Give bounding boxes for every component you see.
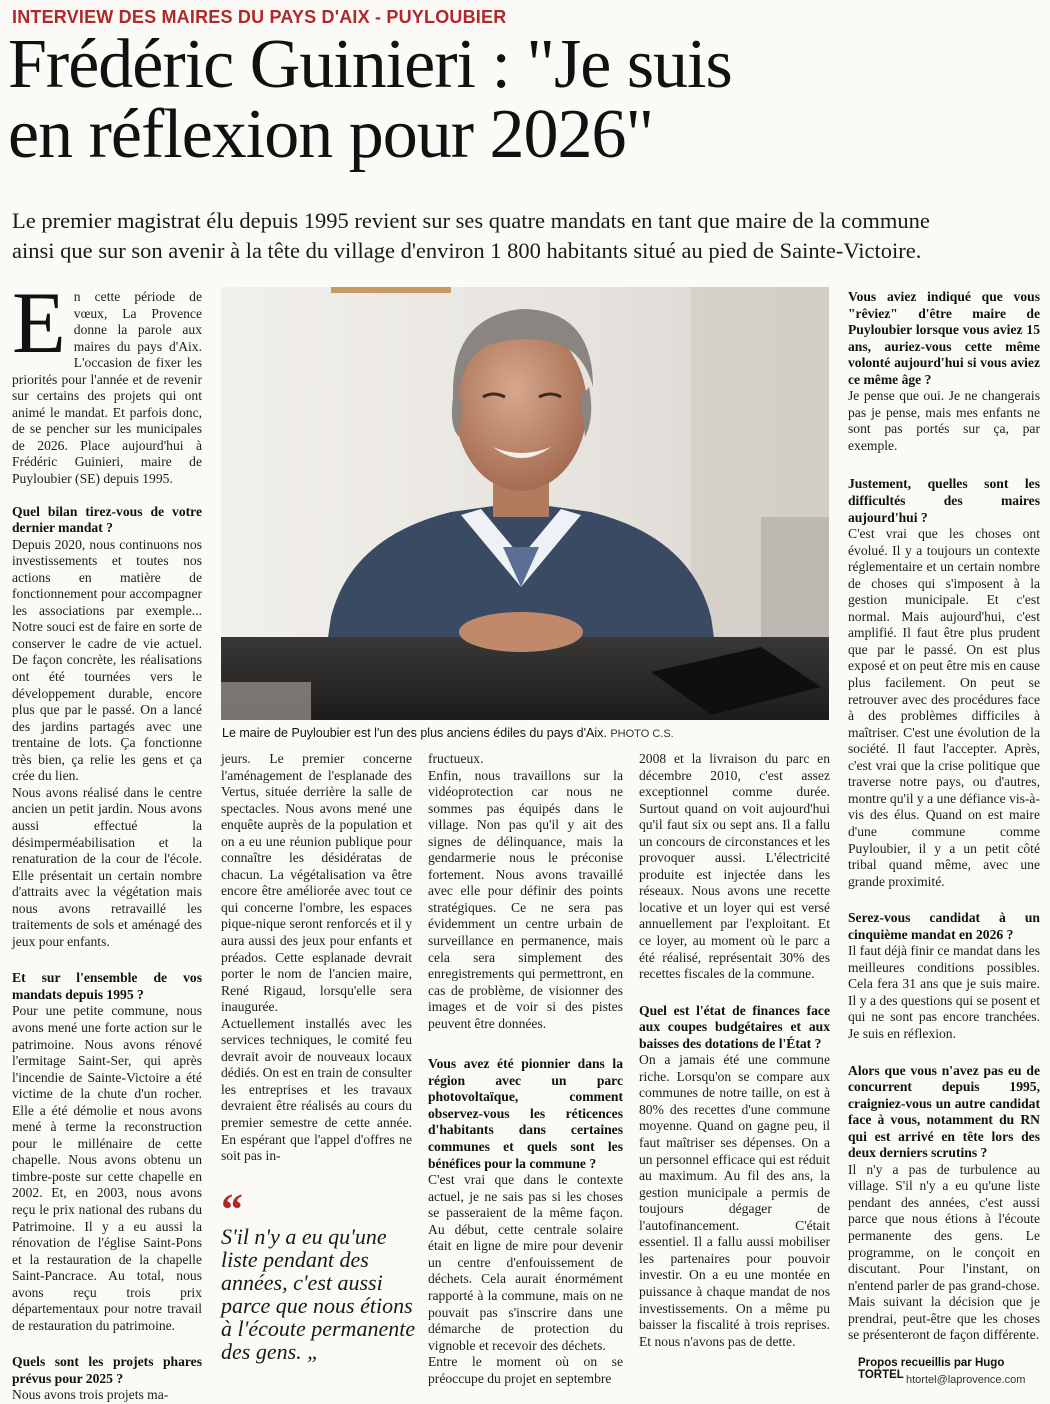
- answer-paragraph: On a jamais été une commune riche. Lorsqu'on se compare aux communes de notre taille, on est à 80% des recettes d'une commune moyenne. Quand on gagne peu, il faut maîtriser ses dépenses. On a un personnel efficace qui est réduit au maximum. Au fil des ans, la gestion municipale a permis de toujours dégager de l'autofinancement. C'était essentiel. Il a fallu aussi mobiliser les partenaires pour pouvoir investir. On a eu une montée en puissance à chaque mandat de nos investissements. On a même pu baisser la fiscalité à trois reprises. Et nous n'avons pas de dette.: [639, 1052, 830, 1349]
- answer-paragraph: Depuis 2020, nous continuons nos investissements et toutes nos actions en matière de fonctionnement pour accompagner les associations par exemple... Notre souci est de faire en sorte de conserver le cadre de vie actuel. De façon concrète, les réalisations ont été tournées vers le développement durable, encore plus que par le passé. On a lancé des jardins partagés avec une trentaine de lots. Ça fonctionne très bien, ça relie les gens et ça crée du lien.: [12, 536, 202, 784]
- column-2: [221, 751, 412, 1165]
- answer-paragraph: Actuellement installés avec les services techniques, le comité feu devrait avoir de nouveaux locaux dédiés. On est en train de consulter les entreprises et les travaux devraient être réalisés au cours du premier semestre de cette année. En espérant que l'appel d'offres ne soit pas in-: [221, 1015, 412, 1164]
- mayor-portrait-illustration: [221, 287, 829, 720]
- column-3: [428, 751, 623, 1387]
- answer-paragraph: Enfin, nous travaillons sur la vidéoprotection car nous ne sommes pas équipés dans le village. Non pas qu'il y ait des signes de délinquance, mais la gendarmerie nous le préconise fortement. Nous avons travaillé avec elle pour définir des points stratégiques. Ce ne sera pas évidemment un centre urbain de surveillance en permanence, mais cela sera simplement des enregistrements qui permettront, en cas de problème, de visionner des images et de voir si des pistes peuvent être données.: [428, 767, 623, 1031]
- question: Alors que vous n'avez pas eu de concurrent depuis 1995, craigniez-vous un autre candidat face à vous, notamment du RN qui est arrivé en tête lors des deux derniers scrutins ?: [848, 1062, 1040, 1161]
- author-email[interactable]: htortel@laprovence.com: [906, 1374, 1026, 1386]
- answer-paragraph: C'est vrai que dans le contexte actuel, je ne sais pas si les choses se passeraient de la même façon. Au début, cette centrale solaire était en ligne de mire pour devenir un centre d'enfouissement de déchets. Cela aurait énormément rapporté à la commune, mais on ne pouvait pas s'inscrire dans une démarche de protection du vignoble et recevoir des déchets.: [428, 1172, 623, 1353]
- headline: [8, 26, 1043, 173]
- lede: [12, 206, 1042, 266]
- answer-paragraph: C'est vrai que les choses ont évolué. Il y a toujours un contexte réglementaire et un certain nombre de choses qui s'imposent à la gestion municipale. Et c'est normal. Mais aujourd'hui, c'est amplifié. Il faut être plus prudent que par le passé. On est plus exposé et on peut être mis en cause plus facilement. On peut se retrouver avec des procédures face à des problèmes difficiles à maîtriser. C'est une évolution de la société. Il faut l'accepter. Après, c'est vrai que la crise politique que traverse notre pays, ou d'autres, montre qu'il y a une défiance vis-à-vis des élus. Quand on est maire d'une commune comme Puyloubier, il y a un petit côté tribal quand même, avec une grande proximité.: [848, 526, 1040, 889]
- column-4: [639, 751, 830, 1350]
- column-5: [848, 289, 1040, 1344]
- lede-line-2: ainsi que sur son avenir à la tête du village d'environ 1 800 habitants situé au pied de Sainte-Victoire.: [12, 238, 922, 263]
- quote-mark-icon: “: [221, 1185, 243, 1234]
- question: Quel est l'état de finances face aux coupes budgétaires et aux baisses des dotations de l'État ?: [639, 1002, 830, 1051]
- answer-paragraph: Entre le moment où on se préoccupe du projet en septembre: [428, 1354, 623, 1386]
- answer-paragraph: fructueux.: [428, 751, 484, 766]
- headline-line-1: Frédéric Guinieri : "Je suis: [8, 26, 732, 103]
- dropcap: E: [12, 275, 66, 372]
- headline-line-2: en réflexion pour 2026": [8, 96, 654, 173]
- question: Et sur l'ensemble de vos mandats depuis 1995 ?: [12, 970, 202, 1002]
- answer-paragraph: Nous avons trois projets ma-: [12, 1387, 169, 1403]
- byline: Propos recueillis par Hugo TORTEL: [858, 1357, 1005, 1381]
- answer-paragraph: Il faut déjà finir ce mandat dans les meilleures conditions possibles. Cela fera 31 ans que je suis maire. Il y a des questions qui se posent et qui ne sont pas encore tranchées. Je suis en réflexion.: [848, 943, 1040, 1041]
- question: Vous avez été pionnier dans la région avec un parc photovoltaïque, comment observez-vous les réticences d'habitants dans certaines communes et quels sont les bénéfices pour la commune ?: [428, 1056, 623, 1171]
- mayor-photo: [221, 287, 829, 720]
- lede-line-1: Le premier magistrat élu depuis 1995 revient sur ses quatre mandats en tant que maire de la commune: [12, 208, 930, 233]
- question: Quels sont les projets phares prévus pour 2025 ?: [12, 1354, 202, 1386]
- pull-quote-text: S'il n'y a eu qu'une liste pendant des années, c'est aussi parce que nous étions à l'écoute permanente des gens. „: [221, 1224, 416, 1364]
- answer-paragraph: jeurs. Le premier concerne l'aménagement de l'esplanade des Vertus, située derrière la salle de spectacles. Nous avons mené une enquête auprès de la population et on a eu une réunion publique pour connaître les désidératas de chacun. La végétalisation va être encore être améliorée avec tout ce qui concerne l'ombre, les espaces pique-nique seront renforcés et il y aura aussi des jeux pour enfants et préados. Cette esplanade devrait porter le nom de l'ancien maire, René Rigaud, lorsqu'elle sera inaugurée.: [221, 751, 412, 1015]
- answer-paragraph: Nous avons réalisé dans le centre ancien un petit jardin. Nous avons aussi effectué la désimperméabilisation et la renaturation de la cour de l'école. Elle présentait un certain nombre d'attraits avec la végétation mais nous avons retravaillé les traitements de sols et aménagé des jeux pour enfants.: [12, 784, 202, 949]
- question: Quel bilan tirez-vous de votre dernier mandat ?: [12, 503, 202, 536]
- question: Justement, quelles sont les difficultés des maires aujourd'hui ?: [848, 476, 1040, 525]
- answer-paragraph: Je pense que oui. Je ne changerais pas je pense, mais mes enfants ne sont pas portés sur ça, par exemple.: [848, 388, 1040, 453]
- intro-paragraph: En cette période de vœux, La Provence donne la parole aux maires du pays d'Aix. L'occasion de fixer les priorités pour l'année et de revenir sur certains des projets qui ont animé le mandat. Et parfois donc, de se pencher sur les municipales de 2026. Place aujourd'hui à Frédéric Guinieri, maire de Puyloubier (SE) depuis 1995.: [12, 275, 202, 487]
- answer-paragraph: 2008 et la livraison du parc en décembre 2010, c'est assez exceptionnel comme durée. Surtout quand on voit aujourd'hui qu'il faut six ou sept ans. Il a fallu un concours de circonstances et les provoquer aussi. L'électricité produite est injectée dans les réseaux. Nous avons une recette locative et un loyer qui est versé annuellement par l'exploitant. Et ce loyer, au moment où le parc a été réalisé, représentait 30% des recettes fiscales de la commune.: [639, 751, 830, 982]
- column-1: [12, 275, 202, 1404]
- question: Vous aviez indiqué que vous "rêviez" d'être maire de Puyloubier lorsque vous aviez 15 ans, auriez-vous cette même volonté aujourd'hui si vous aviez ce même âge ?: [848, 289, 1040, 387]
- kicker: INTERVIEW DES MAIRES DU PAYS D'AIX - PUYLOUBIER: [12, 7, 507, 27]
- question: Serez-vous candidat à un cinquième mandat en 2026 ?: [848, 910, 1040, 942]
- photo-caption: Le maire de Puyloubier est l'un des plus anciens édiles du pays d'Aix. PHOTO C.S.: [222, 726, 674, 740]
- photo-credit: PHOTO C.S.: [610, 728, 674, 740]
- answer-paragraph: Pour une petite commune, nous avons mené une forte action sur le patrimoine. Nous avons rénové l'ermitage Saint-Ser, qui après l'incendie de Sainte-Victoire a été victime de la chute d'un rocher. Elle a été démolie et nous avons mené à terme la reconstruction pour le millénaire de cette chapelle. Nous avons obtenu un timbre-poste sur cette chapelle en 2002. Et, en 2003, nous avons reçu le prix national des rubans du Patrimoine. Il y a eu aussi la rénovation de l'église Saint-Pons et la restauration de la chapelle Saint-Pancrace. Au total, nous avons reçu trois prix départementaux pour notre travail de restauration du patrimoine.: [12, 1003, 202, 1333]
- answer-paragraph: Il n'y a pas de turbulence au village. S'il n'y a eu qu'une liste pendant des années, c'est aussi parce que nous étions à l'écoute permanente des gens. Le programme, on le conçoit en discutant. Pour l'instant, on n'entend parler de pas grand-chose. Mais suivant la décision que je prendrai, peut-être que les choses se présenteront de façon différente.: [848, 1161, 1040, 1343]
- pull-quote: [221, 1185, 421, 1364]
